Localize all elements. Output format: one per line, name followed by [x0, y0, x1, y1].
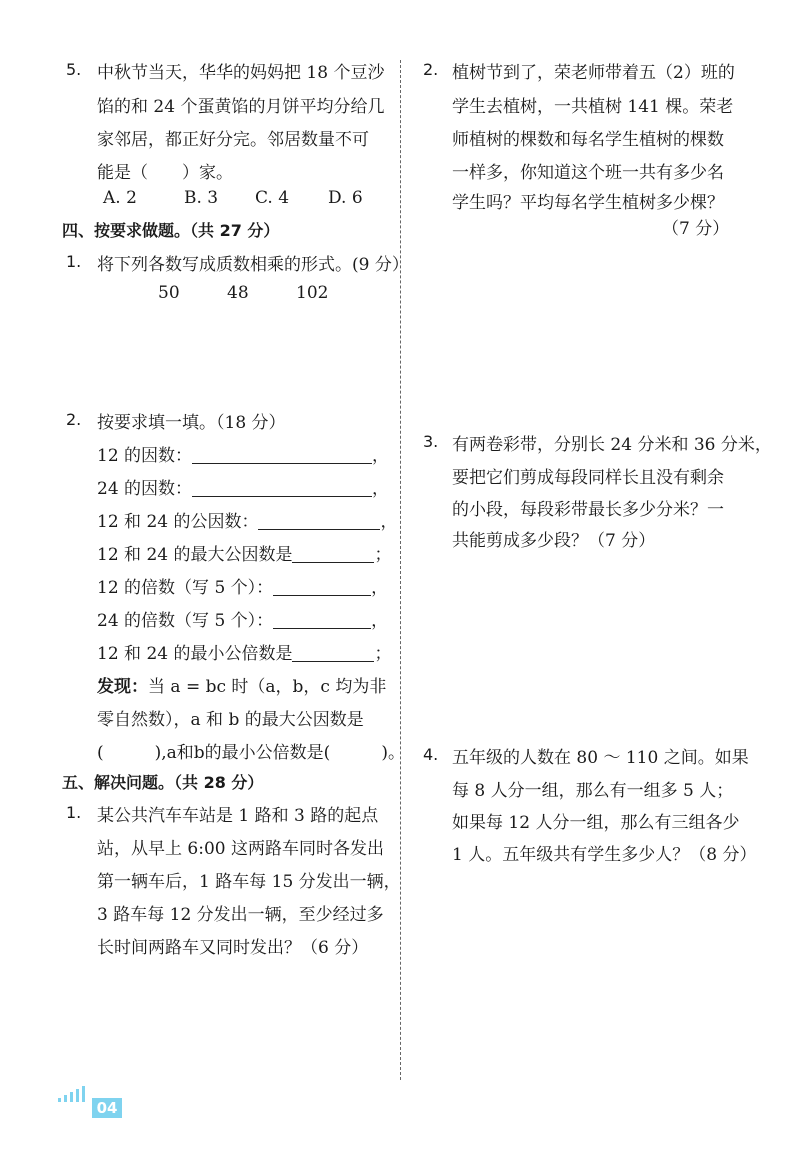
question-line: 有两卷彩带，分别长 24 分米和 36 分米，: [452, 435, 772, 455]
question-number: 4.: [423, 745, 439, 764]
score-label: （7 分）: [662, 219, 730, 239]
question-line: 家邻居，都正好分完。邻居数量不可: [97, 130, 369, 150]
question-line: 共能剪成多少段？（7 分）: [452, 531, 656, 551]
question-number: 1.: [66, 803, 82, 822]
fill-label: 24 的因数：: [97, 479, 193, 499]
fill-row: [97, 606, 388, 631]
row-end: ，: [372, 446, 390, 466]
question-line: 某公共汽车车站是 1 路和 3 路的起点: [97, 806, 379, 826]
fill-row: [97, 573, 388, 598]
question-number: 1.: [66, 252, 82, 271]
number-item: 102: [296, 283, 329, 303]
fill-row: [97, 474, 389, 499]
question-number: 5.: [66, 60, 82, 79]
fill-row: [97, 540, 391, 565]
fill-row: [97, 639, 391, 664]
fill-label: 12 的倍数（写 5 个）：: [97, 578, 274, 598]
discovery-text: 当 a = bc 时（a，b，c 均为非: [148, 677, 387, 697]
option-c[interactable]: C. 4: [255, 188, 290, 208]
question-line: 如果每 12 人分一组，那么有三组各少: [452, 813, 740, 833]
row-end: ，: [371, 578, 389, 598]
option-a[interactable]: A. 2: [103, 188, 137, 208]
fill-label: 12 的因数：: [97, 446, 193, 466]
question-line: 馅的和 24 个蛋黄馅的月饼平均分给几: [97, 97, 385, 117]
answer-blank[interactable]: [192, 495, 372, 497]
discovery-line: [97, 672, 386, 697]
question-line: 将下列各数写成质数相乘的形式。(9 分）: [97, 255, 409, 275]
answer-blank[interactable]: [292, 561, 374, 563]
discovery-line: ( ),a和b的最小公倍数是( )。: [97, 743, 405, 763]
answer-blank[interactable]: [192, 462, 372, 464]
answer-blank[interactable]: [273, 627, 371, 629]
fill-label: 24 的倍数（写 5 个）：: [97, 611, 274, 631]
question-line: 五年级的人数在 80 ～ 110 之间。如果: [452, 748, 749, 768]
column-divider: [400, 60, 401, 1080]
row-end: ，: [372, 479, 390, 499]
question-line: 的小段，每段彩带最长多少分米？一: [452, 500, 724, 520]
question-number: 3.: [423, 432, 439, 451]
question-line: 能是（ ）家。: [97, 163, 233, 183]
fill-row: [97, 441, 389, 466]
row-end: ，: [371, 611, 389, 631]
question-line: 按要求填一填。（18 分）: [97, 413, 286, 433]
discovery-line: 零自然数），a 和 b 的最大公因数是: [97, 710, 364, 730]
fill-row: [97, 507, 397, 532]
question-line: 中秋节当天，华华的妈妈把 18 个豆沙: [97, 63, 385, 83]
question-line: 3 路车每 12 分发出一辆，至少经过多: [97, 905, 384, 925]
question-line: 要把它们剪成每段同样长且没有剩余: [452, 468, 724, 488]
question-line: 第一辆车后，1 路车每 15 分发出一辆，: [97, 872, 401, 892]
number-item: 48: [227, 283, 249, 303]
question-line: 站，从早上 6:00 这两路车同时各发出: [97, 839, 384, 859]
question-line: 一样多，你知道这个班一共有多少名: [452, 163, 724, 183]
question-line: 长时间两路车又同时发出？（6 分）: [97, 938, 369, 958]
section-heading-5: 五、解决问题。（共 28 分）: [62, 773, 264, 792]
option-b[interactable]: B. 3: [184, 188, 219, 208]
answer-blank[interactable]: [273, 594, 371, 596]
row-end: ，: [380, 512, 398, 532]
number-item: 50: [158, 283, 180, 303]
question-line: 学生去植树，一共植树 141 棵。荣老: [452, 97, 734, 117]
question-line: 每 8 人分一组，那么有一组多 5 人；: [452, 781, 734, 801]
option-d[interactable]: D. 6: [328, 188, 363, 208]
row-end: ；: [374, 644, 392, 664]
fill-label: 12 和 24 的最小公倍数是: [97, 644, 293, 664]
question-line: 植树节到了，荣老师带着五（2）班的: [452, 63, 735, 83]
fill-label: 12 和 24 的最大公因数是: [97, 545, 293, 565]
question-line: 师植树的棵数和每名学生植树的棵数: [452, 130, 724, 150]
question-number: 2.: [423, 60, 439, 79]
page-number: 04: [92, 1098, 122, 1118]
question-number: 2.: [66, 410, 82, 429]
fill-label: 12 和 24 的公因数：: [97, 512, 259, 532]
question-line: 学生吗？平均每名学生植树多少棵？: [452, 193, 724, 213]
discovery-label: 发现：: [97, 677, 148, 697]
section-heading-4: 四、按要求做题。（共 27 分）: [62, 221, 280, 240]
question-line: 1 人。五年级共有学生多少人？（8 分）: [452, 845, 757, 865]
answer-blank[interactable]: [292, 660, 374, 662]
row-end: ；: [374, 545, 392, 565]
answer-blank[interactable]: [258, 528, 380, 530]
